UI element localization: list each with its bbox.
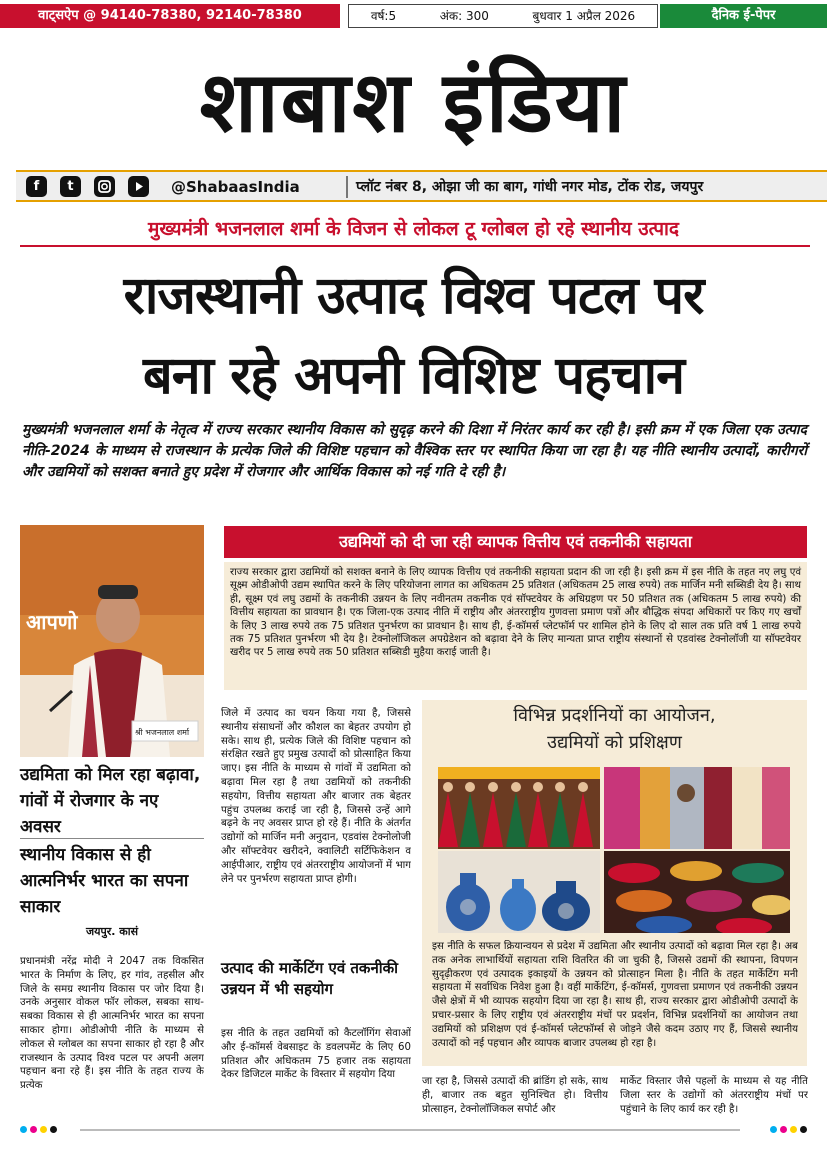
middle-column-body-2: इस नीति के तहत उद्यमियों को कैटलॉगिंग सेवाओं और ई-कॉमर्स वेबसाइट के डवलपमेंट के लिए 60 प्रतिशत और अधिकतम 75 हजार तक सहायता देकर डिजिटल मार्केट के विस्तार में सहयोग दिया — [221, 1028, 411, 1081]
bottom-right-text: मार्केट विस्तार जैसे पहलों के माध्यम से यह नीति जिला स्तर के उद्योगों को अंतरराष्ट्रीय मंचों पर पहुंचाने के लिए कार्य कर रही है। — [620, 1076, 808, 1115]
exhibition-title-line-1: विभिन्न प्रदर्शनियों का आयोजन, — [513, 705, 716, 726]
exhibition-paragraph: इस नीति के सफल क्रियान्वयन से प्रदेश में उद्यमिता और स्थानीय उत्पादों को बढ़ावा मिल रहा है। अब तक अनेक लाभार्थियों सहायता राशि वितरित की जा चुकी है, जिससे उद्यमों की स्थापना, विपणन सुदृढ़ीकरण एवं उत्पादक इकाइयों के उन्नयन को प्रोत्साहन मिला है। नीति के तहत मार्केटिंग मनी सहायता में सर्वाधिक निवेश हुआ है। वहीं मार्केटिंग, ई-कॉमर्स, गुणवत्ता प्रमाणन एवं तकनीकी उन्नयन जैसे क्षेत्रों में भी व्यापक सहयोग दिया जा रहा है। साथ ही, राज्य सरकार द्वारा ओडीओपी उत्पादों के प्रचार-प्रसार के लिए राष्ट्रीय एवं अंतरराष्ट्रीय मंचों पर प्रदर्शन, विभिन्न प्रदर्शनियों का आयोजन तथा उद्यमियों को प्रशिक्षण एवं ई-कॉमर्स प्लेटफॉर्म्स से जोड़ने जैसे कदम उठाए गए हैं, जिससे स्थानीय उत्पादों को नई पहचान और व्यापक बाजार उपलब्ध हो रहा है। — [432, 941, 798, 1049]
photo-backdrop-text: आपणो — [26, 610, 78, 634]
bottom-middle-text: जा रहा है, जिससे उत्पादों की ब्रांडिंग हो सके, साथ ही, बाजार तक बहुत सुनिश्चित हो। वित्तीय प्रोत्साहन, टेक्नोलॉजिकल सपोर्ट और — [422, 1076, 608, 1115]
subhead-entrepreneurship: उद्यमिता को मिल रहा बढ़ावा, गांवों में रोजगार के नए अवसर — [20, 765, 201, 837]
intro-paragraph: मुख्यमंत्री भजनलाल शर्मा के नेतृत्व में राज्य सरकार स्थानीय विकास को सुदृढ़ करने की दिशा में निरंतर कार्य कर रही है। इसी क्रम में एक जिला एक उत्पाद नीति-2024 के माध्यम से राजस्थान के प्रत्येक जिले की विशिष्ट पहचान को वैश्विक स्तर पर स्थापित किया जा रहा है। यह नीति स्थानीय उत्पादों, कारीगरों और उद्यमियों को सशक्त बनाते हुए प्रदेश में रोजगार और आर्थिक विकास को नई गति दे रही है। — [22, 422, 807, 480]
social-bar — [16, 170, 827, 202]
textiles-image — [604, 767, 790, 849]
cyan-dot — [20, 1126, 27, 1133]
print-registration-bar — [0, 1120, 827, 1140]
left-column-body: प्रधानमंत्री नरेंद्र मोदी ने 2047 तक विकसित भारत के निर्माण के लिए, हर गांव, तहसील और जिले के समग्र स्थानीय विकास पर जोर दिया है। उनके अनुसार वोकल फॉर लोकल, सबका साथ-सबका विकास से ही आत्मनिर्भर भारत का सपना साकार होगा। ओडीओपी नीति के माध्यम से लोकल से ग्लोबल का सपना साकार हो रहा है और राजस्थान के उत्पाद विश्व पटल पर अपनी अलग पहचान बना रहे हैं। इस नीति के तहत राज्य के प्रत्येक — [20, 956, 204, 1092]
headline-line-2: बना रहे अपनी विशिष्ट पहचान — [143, 346, 684, 406]
assistance-banner: उद्यमियों को दी जा रही व्यापक वित्तीय एवं तकनीकी सहायता — [224, 526, 807, 558]
headline — [0, 256, 827, 416]
middle-column-body: जिले में उत्पाद का चयन किया गया है, जिससे स्थानीय संसाधनों और कौशल का बेहतर उपयोग हो सके। साथ ही, प्रत्येक जिले की विशिष्ट पहचान को संरक्षित रखते हुए प्रमुख उत्पादों को प्रोत्साहित किया जाए। इस नीति के माध्यम से गांवों में उद्यमिता को बढ़ावा मिल रहा है तथा उद्यमियों को तकनीकी सहयोग, वित्तीय सहायता और बाजार तक बेहतर पहुंच उपलब्ध कराई जा रही है, जिससे उन्हें आगे बढ़ने के नए अवसर प्राप्त हो रहे हैं। नीति के अंतर्गत उद्योगों को मार्जिन मनी अनुदान, एडवांस टेक्नोलोजी और सॉफ्टवेयर खरीदने, क्वालिटी सर्टिफिकेशन व आईपीआर, राष्ट्रीय एवं अंतरराष्ट्रीय आयोजनों में भाग लेने पर पुनर्भरण सहायता प्राप्त होगी। — [221, 708, 411, 885]
subhead-marketing: उत्पाद की मार्केटिंग एवं तकनीकी उन्नयन में भी सहयोग — [221, 959, 399, 998]
issue-date: बुधवार 1 अप्रैल 2026 — [532, 9, 636, 23]
cyan-dot — [770, 1126, 777, 1133]
photo-illustration — [20, 525, 204, 757]
headline-line-1: राजस्थानी उत्पाद विश्व पटल पर — [123, 266, 704, 326]
social-handle[interactable]: @ShabaasIndia — [171, 178, 300, 196]
office-address: प्लॉट नंबर 8, ओझा जी का बाग, गांधी नगर मोड, टोंक रोड, जयपुर — [346, 176, 703, 198]
magenta-dot — [30, 1126, 37, 1133]
exhibition-title — [422, 702, 807, 756]
epaper-label: दैनिक ई-पेपर — [660, 4, 827, 28]
year-label: वर्ष:5 — [370, 9, 397, 23]
assistance-paragraph: राज्य सरकार द्वारा उद्यमियों को सशक्त बनाने के लिए व्यापक वित्तीय एवं तकनीकी सहायता प्रदान की जा रही है। इसी क्रम में इस नीति के तहत नए लघु एवं सूक्ष्म ओडीओपी उद्यम स्थापित करने के लिए परियोजना लागत का अधिकतम 25 प्रतिशत (अधिकतम 25 लाख रुपये) तक मार्जिन मनी सब्सिडी देय है। साथ ही, सूक्ष्म एवं लघु उद्यमों के तकनीकी उन्नयन के लिए नवीनतम तकनीक एवं सॉफ्टवेयर के अधिग्रहण पर 50 प्रतिशत तक (अधिकतम 5 लाख रुपये) की वित्तीय सहायता का प्रावधान है। एक जिला-एक उत्पाद नीति में राष्ट्रीय और अंतरराष्ट्रीय गुणवत्ता प्रमाण पत्रों और बौद्धिक संपदा अधिकारों पर किए गए खर्चों के लिए 3 लाख रुपये तक 75 प्रतिशत पुनर्भरण का प्रावधान है। साथ ही, ई-कॉमर्स प्लेटफॉर्म पर शामिल होने के लिए दो साल तक प्रति वर्ष 1 लाख रुपये तक 75 प्रतिशत पुनर्भरण भी देय है। टेक्नोलॉजिकल अपग्रेडेशन को बढ़ावा देने के लिए मान्यता प्राप्त राष्ट्रीय संस्थानों से एडवांस्ड टेक्नोलॉजी या सॉफ्टवेयर खरीद पर 5 लाख रुपये तक 50 प्रतिशत सब्सिडी मुहैया कराई जाती है। — [224, 562, 807, 690]
byline: जयपुर. कासं — [85, 925, 139, 938]
subhead-local-development: स्थानीय विकास से ही आत्मनिर्भर भारत का सपना साकार — [20, 845, 189, 917]
chief-minister-photo — [20, 525, 204, 757]
yellow-dot — [790, 1126, 797, 1133]
masthead-title: शाबाश इंडिया — [199, 52, 628, 151]
kicker: मुख्यमंत्री भजनलाल शर्मा के विजन से लोकल टू ग्लोबल हो रहे स्थानीय उत्पाद — [147, 218, 680, 240]
instagram-icon[interactable] — [94, 176, 115, 197]
black-dot — [800, 1126, 807, 1133]
kicker-divider — [20, 245, 810, 247]
subhead-divider — [20, 838, 204, 839]
yellow-dot — [40, 1126, 47, 1133]
issue-info — [348, 4, 658, 28]
whatsapp-contact: वाट्सऐप @ 94140-78380, 92140-78380 — [0, 4, 340, 28]
facebook-icon[interactable]: f — [26, 176, 47, 197]
blue-pottery-image — [438, 851, 600, 933]
youtube-icon[interactable] — [128, 176, 149, 197]
twitter-icon[interactable]: t — [60, 176, 81, 197]
photo-nameplate: श्री भजनलाल शर्मा — [135, 728, 190, 737]
puppets-image — [438, 767, 600, 849]
footer-rule — [80, 1129, 740, 1131]
issue-number: अंक: 300 — [439, 9, 489, 23]
exhibition-title-line-2: उद्यमियों को प्रशिक्षण — [547, 732, 682, 753]
magenta-dot — [780, 1126, 787, 1133]
mojari-footwear-image — [604, 851, 790, 933]
black-dot — [50, 1126, 57, 1133]
